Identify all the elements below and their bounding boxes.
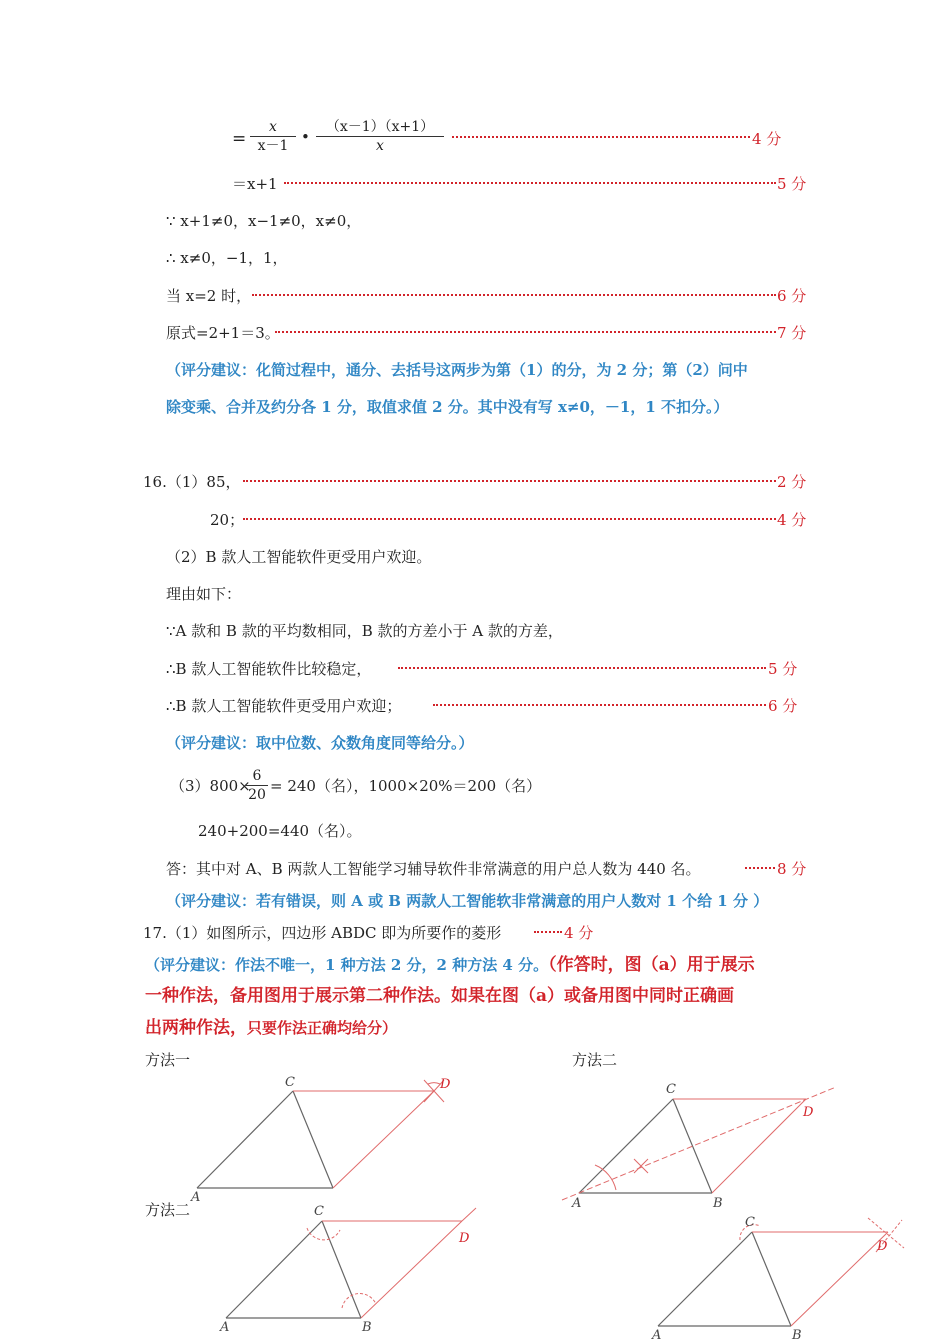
- q16-part3-sum: 240+200=440（名）。: [198, 822, 362, 840]
- label-b: B: [792, 1328, 802, 1343]
- score-5: 5 分: [777, 175, 807, 193]
- q16-fraction-denominator: 20: [248, 787, 266, 803]
- label-d: D: [440, 1077, 451, 1092]
- q16-grading-note-2: （评分建议：若有错误，则 A 或 B 两款人工智能软非常满意的用户人数对 1 个给 1 分 ）: [166, 892, 769, 910]
- label-a: A: [220, 1320, 230, 1335]
- q17-score-4: 4 分: [564, 924, 594, 942]
- label-b: B: [713, 1196, 723, 1211]
- q16-grading-note: （评分建议：取中位数、众数角度同等给分。）: [166, 734, 474, 752]
- q16-reason-2: ∴B 款人工智能软件比较稳定，: [166, 660, 372, 678]
- q17-note-red-4: 只要作法正确均给分）: [247, 1019, 398, 1037]
- step-line-2: ＝x+1: [232, 175, 278, 193]
- label-c: C: [745, 1215, 755, 1230]
- fraction-2-numerator: （x－1）（x+1）: [316, 118, 444, 137]
- fraction-1-numerator: x: [250, 118, 296, 137]
- q16-part3-suffix: = 240（名），1000×20%＝200（名）: [270, 777, 542, 795]
- q17-part1: 17.（1）如图所示，四边形 ABDC 即为所要作的菱形: [143, 924, 502, 942]
- q16-reason-1: ∵A 款和 B 款的平均数相同，B 款的方差小于 A 款的方差，: [166, 622, 563, 640]
- multiply-dot: •: [301, 128, 310, 146]
- q16-part2: （2）B 款人工智能软件更受用户欢迎。: [166, 548, 432, 566]
- step-line-4: ∴ x≠0，−1，1，: [166, 249, 288, 267]
- label-c: C: [285, 1075, 295, 1090]
- label-b: B: [362, 1320, 372, 1335]
- step-line-5: 当 x=2 时，: [166, 287, 252, 305]
- q16-score-2: 2 分: [777, 473, 807, 491]
- method-1-label: 方法一: [145, 1051, 191, 1069]
- q17-note-red-3: 出两种作法，: [145, 1018, 247, 1038]
- method-3-label: 方法二: [145, 1201, 191, 1219]
- label-d: D: [803, 1105, 814, 1120]
- q16-part3-prefix: （3）800×: [170, 777, 251, 795]
- q17-note-line-2: 一种作法，备用图用于展示第二种作法。如果在图（a）或备用图中同时正确画: [145, 986, 735, 1006]
- q16-conclusion: ∴B 款人工智能软件更受用户欢迎；: [166, 697, 402, 715]
- score-6: 6 分: [777, 287, 807, 305]
- q16-part1-answer-2: 20；: [210, 511, 245, 529]
- step-line-6: 原式=2+1＝3。: [166, 324, 280, 342]
- equals-sign: =: [232, 129, 247, 149]
- q16-reason-heading: 理由如下：: [166, 585, 242, 603]
- segment-ac: [658, 1232, 752, 1326]
- segment-cb: [752, 1232, 791, 1326]
- score-7: 7 分: [777, 324, 807, 342]
- q17-note-blue: （评分建议：作法不唯一，1 种方法 2 分，2 种方法 4 分。: [145, 956, 549, 974]
- label-a: A: [191, 1190, 201, 1205]
- label-a: A: [652, 1328, 662, 1343]
- q16-score-8: 8 分: [777, 860, 807, 878]
- method-2-label: 方法二: [572, 1051, 618, 1069]
- label-a: A: [572, 1196, 582, 1211]
- label-c: C: [314, 1204, 324, 1219]
- step-line-3: ∵ x+1≠0，x−1≠0，x≠0，: [166, 212, 362, 230]
- segment-bd: [791, 1232, 888, 1326]
- score-4: 4 分: [752, 130, 782, 148]
- q16-score-6: 6 分: [768, 697, 798, 715]
- q16-fraction-numerator: 6: [246, 767, 268, 786]
- q16-score-4: 4 分: [777, 511, 807, 529]
- q16-answer: 答：其中对 A、B 两款人工智能学习辅导软件非常满意的用户总人数为 440 名。: [166, 860, 701, 878]
- q16-part1-answer: 16.（1）85，: [143, 473, 241, 491]
- fraction-2-denominator: x: [376, 138, 384, 154]
- q16-score-5: 5 分: [768, 660, 798, 678]
- q17-note-red: （作答时，图（a）用于展示: [548, 955, 755, 975]
- grading-note-2: 除变乘、合并及约分各 1 分，取值求值 2 分。其中没有写 x≠0，－1，1 不扣分。）: [166, 398, 729, 416]
- label-c: C: [666, 1082, 676, 1097]
- fraction-1-denominator: x－1: [257, 138, 289, 154]
- grading-note-1: （评分建议：化简过程中，通分、去括号这两步为第（1）的分，为 2 分；第（2）问中: [166, 361, 748, 379]
- label-d: D: [877, 1239, 888, 1254]
- label-d: D: [459, 1231, 470, 1246]
